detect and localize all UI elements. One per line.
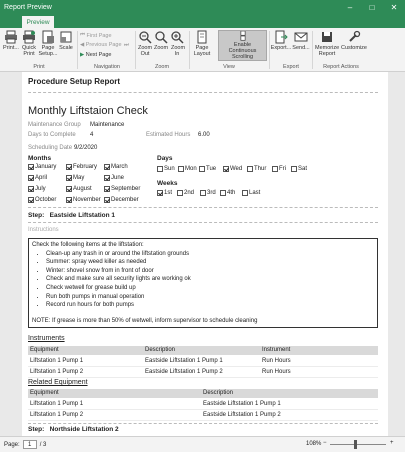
instruction-item: • Record run hours for both pumps: [46, 301, 374, 310]
day-checkbox: [272, 166, 286, 172]
header-divider: [28, 92, 378, 93]
instrument-name: Run Hours: [262, 369, 291, 375]
instruction-item: • Winter: shovel snow from in front of door: [46, 267, 374, 276]
memorize-report-label: Memorize Report: [315, 45, 340, 57]
estimated-hours-value: 6.00: [198, 132, 210, 138]
first-page-icon: ⏮: [80, 32, 87, 38]
memorize-report-button[interactable]: [314, 30, 340, 57]
unchecked-checkbox-icon: [178, 166, 184, 172]
checked-checkbox-icon: [104, 197, 110, 203]
group-navigation-label: Navigation: [94, 64, 120, 70]
checked-checkbox-icon: [66, 175, 72, 181]
instruction-item: • Run both pumps in manual operation: [46, 293, 374, 302]
instruction-item: • Check wetwell for grease build up: [46, 284, 374, 293]
instruction-item: • Summer: spray weed killer as needed: [46, 258, 374, 267]
day-checkbox: [199, 166, 216, 172]
procedure-title: Monthly Liftstaion Check: [28, 105, 148, 117]
minimize-button[interactable]: –: [347, 2, 353, 12]
table-row: [28, 410, 378, 421]
related-header: [28, 389, 378, 398]
unchecked-checkbox-icon: [242, 190, 248, 196]
checkbox-label: Fri: [279, 166, 286, 172]
zoom-dropdown[interactable]: [153, 30, 169, 51]
schedule-divider: [28, 207, 378, 208]
days-label: Days: [157, 155, 173, 162]
step-1-heading: [28, 212, 115, 219]
week-checkbox: [177, 190, 194, 196]
checkbox-label: October: [35, 197, 57, 203]
first-page-button[interactable]: [80, 32, 112, 39]
instrument-description: Eastside Liftstation 1 Pump 1: [145, 358, 223, 364]
zoom-in-label: Zoom In: [171, 45, 186, 57]
checked-checkbox-icon: [157, 190, 163, 196]
page-layout-icon: [195, 30, 209, 44]
checkbox-label: December: [111, 197, 139, 203]
group-report-actions-label: Report Actions: [323, 64, 359, 70]
unchecked-checkbox-icon: [220, 190, 226, 196]
checked-checkbox-icon: [104, 186, 110, 192]
instrument-equipment: Liftstation 1 Pump 1: [30, 358, 84, 364]
instruction-item: • Clean-up any trash in or around the liftstation grounds: [46, 250, 374, 259]
printer-icon: [4, 30, 18, 44]
report-page: [22, 72, 388, 436]
checkbox-label: Sun: [164, 166, 175, 172]
next-page-label: Next Page: [85, 52, 112, 58]
scale-label: Scale: [59, 45, 73, 51]
checkbox-label: Tue: [206, 166, 217, 172]
month-checkbox: [104, 186, 140, 192]
send-button[interactable]: [291, 30, 311, 51]
instructions-box: [28, 238, 378, 328]
days-to-complete-value: 4: [90, 132, 94, 138]
month-checkbox: [66, 164, 97, 170]
checked-checkbox-icon: [66, 197, 72, 203]
customize-button[interactable]: [340, 30, 368, 51]
next-page-button[interactable]: [80, 52, 111, 58]
quick-printer-icon: [22, 30, 36, 44]
month-checkbox: [28, 164, 56, 170]
ribbon-separator: [189, 31, 190, 69]
previous-page-button[interactable]: [80, 42, 122, 48]
export-label: Export...: [270, 45, 292, 51]
month-checkbox: [104, 164, 128, 170]
checkbox-label: Last: [249, 190, 261, 196]
zoom-decrease-button[interactable]: −: [323, 440, 327, 446]
preview-viewport[interactable]: [0, 72, 405, 436]
enable-continuous-scrolling-button[interactable]: [218, 30, 267, 61]
instructions-list: [46, 250, 374, 310]
step-2-name: Northside Liftstation 2: [49, 426, 119, 433]
week-checkbox: [157, 190, 172, 196]
quick-print-label: Quick Print: [21, 45, 37, 57]
step-2-label: Step:: [28, 426, 45, 433]
month-checkbox: [28, 175, 47, 181]
next-page-icon: ▶: [80, 52, 86, 58]
page-layout-button[interactable]: [191, 30, 213, 57]
print-button[interactable]: [2, 30, 20, 51]
checkbox-label: June: [111, 175, 125, 181]
envelope-icon: [294, 30, 308, 44]
print-label: Print...: [3, 45, 19, 51]
send-label: Send...: [292, 45, 310, 51]
checked-checkbox-icon: [66, 164, 72, 170]
page-setup-label: Page Setup...: [38, 45, 58, 57]
day-checkbox: [178, 166, 197, 172]
week-checkbox: [242, 190, 260, 196]
maximize-button[interactable]: □: [369, 2, 375, 12]
related-equipment: Liftstation 1 Pump 1: [30, 401, 84, 407]
checkbox-label: July: [35, 186, 46, 192]
zoom-out-button[interactable]: [137, 30, 153, 57]
related-equipment-label: Related Equipment: [28, 379, 88, 386]
page-number-input[interactable]: 1: [23, 440, 37, 449]
day-checkbox: [291, 166, 307, 172]
month-checkbox: [66, 175, 84, 181]
step-1-name: Eastside Liftstation 1: [49, 212, 116, 219]
page-total: / 3: [39, 441, 47, 448]
weeks-label: Weeks: [157, 180, 178, 187]
instruments-header: [28, 346, 378, 355]
last-page-button[interactable]: [124, 42, 129, 49]
ribbon-tab-row: [0, 14, 405, 28]
day-checkbox: [247, 166, 266, 172]
checkbox-label: 4th: [227, 190, 236, 196]
save-icon: [320, 30, 334, 44]
wrench-icon: [347, 30, 361, 44]
checkbox-label: 1st: [164, 190, 173, 196]
related-equipment: Liftstation 1 Pump 2: [30, 412, 84, 418]
month-checkbox: [28, 186, 46, 192]
title-bar: [0, 0, 405, 14]
day-checkbox: [157, 166, 175, 172]
unchecked-checkbox-icon: [247, 166, 253, 172]
group-print-label: Print: [33, 64, 45, 70]
page-setup-button[interactable]: [38, 30, 58, 57]
instruments-col-equipment: Equipment: [30, 347, 59, 353]
step-2-divider: [28, 423, 378, 424]
page-label: Page:: [4, 441, 20, 448]
week-checkbox: [220, 190, 235, 196]
export-button[interactable]: [271, 30, 291, 51]
previous-page-icon: ◀: [80, 42, 86, 48]
instructions-note: NOTE: If grease is more than 50% of wetwell, inform supervisor to schedule cleaning: [32, 317, 258, 324]
related-col-description: Description: [203, 390, 234, 396]
window-title: Report Preview: [4, 3, 52, 11]
checkbox-label: 2nd: [184, 190, 195, 196]
checkbox-label: Mon: [185, 166, 197, 172]
report-header: Procedure Setup Report: [28, 77, 121, 86]
checked-checkbox-icon: [66, 186, 72, 192]
checkbox-label: Sat: [298, 166, 308, 172]
table-row: [28, 356, 378, 367]
instrument-equipment: Liftstation 1 Pump 2: [30, 369, 84, 375]
months-label: Months: [28, 155, 52, 162]
scheduling-date-label: Scheduling Date: [28, 145, 73, 151]
maintenance-group-value: Maintenance: [90, 122, 125, 128]
checked-checkbox-icon: [223, 166, 229, 172]
month-checkbox: [104, 197, 139, 203]
days-to-complete-label: Days to Complete: [28, 132, 76, 138]
checkbox-label: August: [73, 186, 92, 192]
checked-checkbox-icon: [28, 164, 34, 170]
zoom-out-icon: [138, 30, 152, 44]
checked-checkbox-icon: [104, 175, 110, 181]
unchecked-checkbox-icon: [200, 190, 206, 196]
zoom-label: Zoom: [153, 45, 169, 51]
zoom-slider-thumb[interactable]: [354, 440, 357, 449]
unchecked-checkbox-icon: [291, 166, 297, 172]
checkbox-label: February: [73, 164, 98, 170]
unchecked-checkbox-icon: [272, 166, 278, 172]
zoom-icon: [154, 30, 168, 44]
checkbox-label: Wed: [230, 166, 243, 172]
continuous-scrolling-label: Enable Continuous Scrolling: [228, 42, 257, 60]
checkbox-label: March: [111, 164, 128, 170]
scale-icon: [59, 30, 73, 44]
unchecked-checkbox-icon: [177, 190, 183, 196]
unchecked-checkbox-icon: [199, 166, 205, 172]
ribbon-separator: [77, 31, 78, 69]
instructions-intro: Check the following items at the liftstation:: [32, 242, 144, 248]
quick-print-button[interactable]: [20, 30, 38, 57]
maintenance-group-label: Maintenance Group: [28, 122, 81, 128]
instructions-label: Instructions: [28, 227, 59, 233]
last-page-icon: ⏭: [124, 42, 129, 48]
month-checkbox: [66, 197, 101, 203]
scale-button[interactable]: [58, 30, 74, 51]
table-row: [28, 399, 378, 410]
checked-checkbox-icon: [28, 197, 34, 203]
zoom-out-label: Zoom Out: [138, 45, 153, 57]
day-checkbox: [223, 166, 242, 172]
scheduling-date-value: 9/2/2020: [74, 145, 98, 151]
ribbon: [0, 28, 405, 72]
zoom-level: 108%: [306, 441, 322, 447]
related-description: Eastside Liftstation 1 Pump 1: [203, 401, 281, 407]
step-1-label: Step:: [28, 212, 45, 219]
month-checkbox: [28, 197, 56, 203]
customize-label: Customize: [341, 45, 367, 51]
close-button[interactable]: ✕: [390, 2, 398, 12]
page-layout-label: Page Layout: [193, 45, 211, 57]
first-page-label: First Page: [86, 32, 112, 39]
page-setup-icon: [41, 30, 55, 44]
zoom-slider[interactable]: [330, 444, 386, 445]
table-row: [28, 367, 378, 378]
instrument-name: Run Hours: [262, 358, 291, 364]
zoom-in-icon: [170, 30, 184, 44]
related-description: Eastside Liftstation 1 Pump 2: [203, 412, 281, 418]
group-zoom-label: Zoom: [154, 64, 170, 70]
estimated-hours-label: Estimated Hours: [146, 132, 191, 138]
checkbox-label: January: [35, 164, 57, 170]
ribbon-separator: [312, 31, 313, 69]
checked-checkbox-icon: [28, 186, 34, 192]
checkbox-label: April: [35, 175, 48, 181]
tab-preview[interactable]: Preview: [22, 16, 54, 28]
status-bar: [0, 436, 405, 452]
related-col-equipment: Equipment: [30, 390, 59, 396]
previous-page-label: Previous Page: [85, 42, 122, 48]
checkbox-label: May: [73, 175, 85, 181]
week-checkbox: [200, 190, 216, 196]
instrument-description: Eastside Liftstation 1 Pump 2: [145, 369, 223, 375]
checkbox-label: November: [73, 197, 101, 203]
instruction-item: • Check and make sure all security lights are working ok: [46, 275, 374, 284]
checkbox-label: September: [111, 186, 141, 192]
zoom-in-button[interactable]: [169, 30, 185, 57]
step-1-divider: [28, 222, 378, 223]
export-icon: [274, 30, 288, 44]
checked-checkbox-icon: [28, 175, 34, 181]
continuous-scrolling-icon: [236, 31, 250, 41]
step-2-heading: [28, 426, 119, 433]
unchecked-checkbox-icon: [157, 166, 163, 172]
checked-checkbox-icon: [104, 164, 110, 170]
month-checkbox: [104, 175, 124, 181]
instruments-col-description: Description: [145, 347, 176, 353]
checkbox-label: Thur: [254, 166, 267, 172]
ribbon-separator: [135, 31, 136, 69]
group-export-label: Export: [283, 64, 299, 70]
checkbox-label: 3rd: [207, 190, 216, 196]
zoom-increase-button[interactable]: +: [390, 440, 394, 446]
instruments-label: Instruments: [28, 335, 65, 342]
month-checkbox: [66, 186, 92, 192]
instruments-col-instrument: Instrument: [262, 347, 291, 353]
group-view-label: View: [223, 64, 235, 70]
